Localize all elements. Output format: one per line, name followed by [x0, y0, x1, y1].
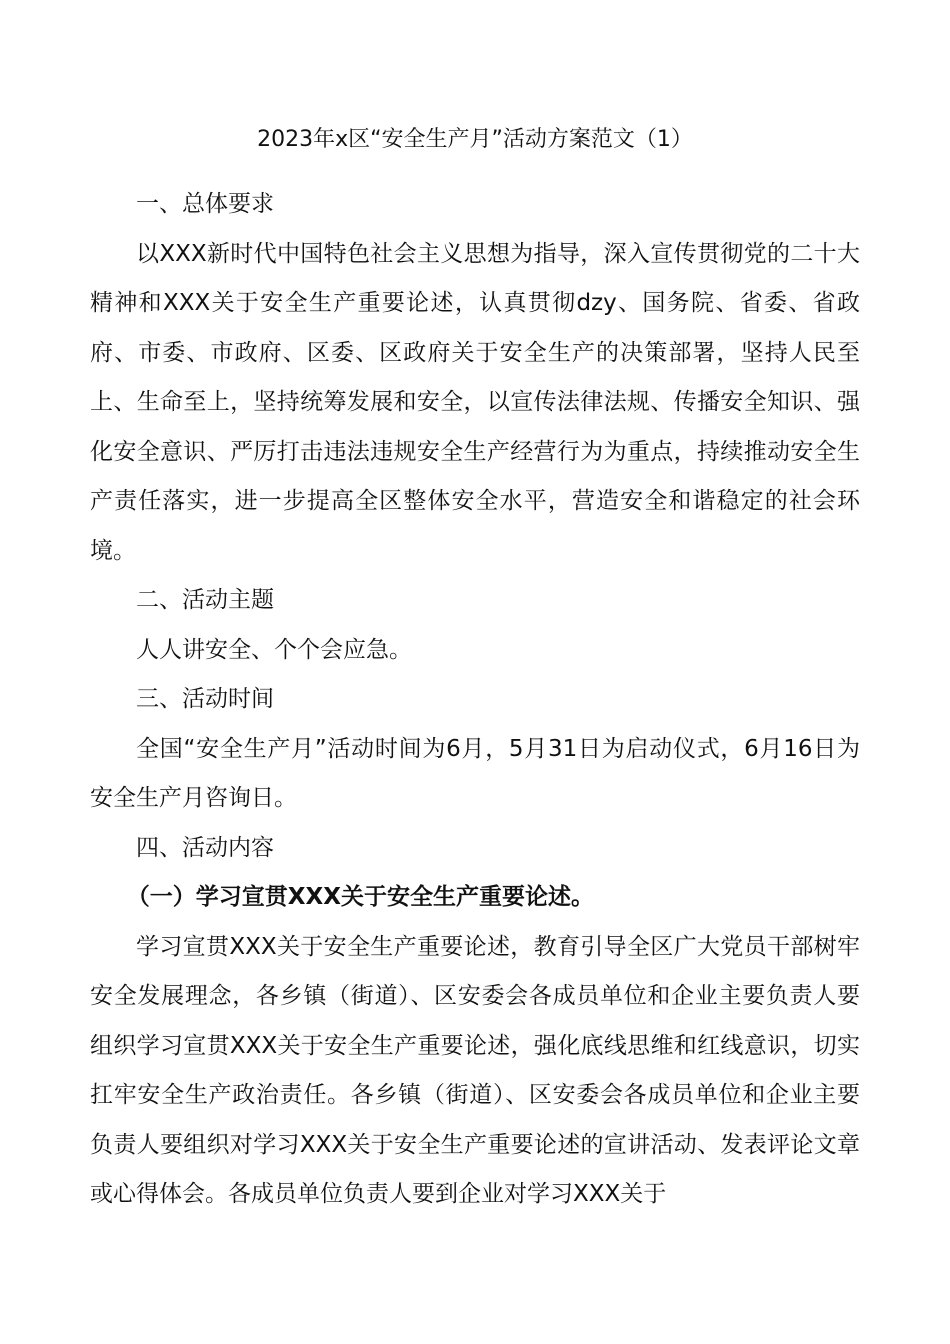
- paragraph-general-requirements: 以XXX新时代中国特色社会主义思想为指导，深入宣传贯彻党的二十大精神和XXX关于安全生产重要论述，认真贯彻dzy、国务院、省委、省政府、市委、市政府、区委、区政府关于安全生产的决策部署，坚持人民至上、生命至上，坚持统筹发展和安全，以宣传法律法规、传播安全知识、强化安全意识、严厉打击违法违规安全生产经营行为为重点，持续推动安全生产责任落实，进一步提高全区整体安全水平，营造安全和谐稳定的社会环境。: [90, 240, 860, 564]
- document-title: 2023年x区“安全生产月”活动方案范文（1）: [257, 127, 693, 152]
- paragraph-study: 学习宣贯XXX关于安全生产重要论述，教育引导全区广大党员干部树牢安全发展理念，各乡镇（街道）、区安委会各成员单位和企业主要负责人要组织学习宣贯XXX关于安全生产重要论述，强化底线思维和红线意识，切实扛牢安全生产政治责任。各乡镇（街道）、区安委会各成员单位和企业主要负责人要组织对学习XXX关于安全生产重要论述的宣讲活动、发表评论文章或心得体会。各成员单位负责人要到企业对学习XXX关于: [90, 933, 860, 1207]
- document-body: [90, 180, 860, 1220]
- section-heading-theme: 二、活动主题: [136, 587, 274, 613]
- section-heading-time: 三、活动时间: [136, 686, 274, 712]
- subsection-heading-study: （一）学习宣贯XXX关于安全生产重要论述。: [126, 884, 594, 910]
- section-heading-content: 四、活动内容: [136, 834, 274, 861]
- paragraph-time: 全国“安全生产月”活动时间为6月，5月31日为启动仪式，6月16日为安全生产月咨询日。: [90, 735, 860, 811]
- section-heading-general-requirements: 一、总体要求: [136, 191, 274, 217]
- paragraph-theme: 人人讲安全、个个会应急。: [136, 636, 412, 663]
